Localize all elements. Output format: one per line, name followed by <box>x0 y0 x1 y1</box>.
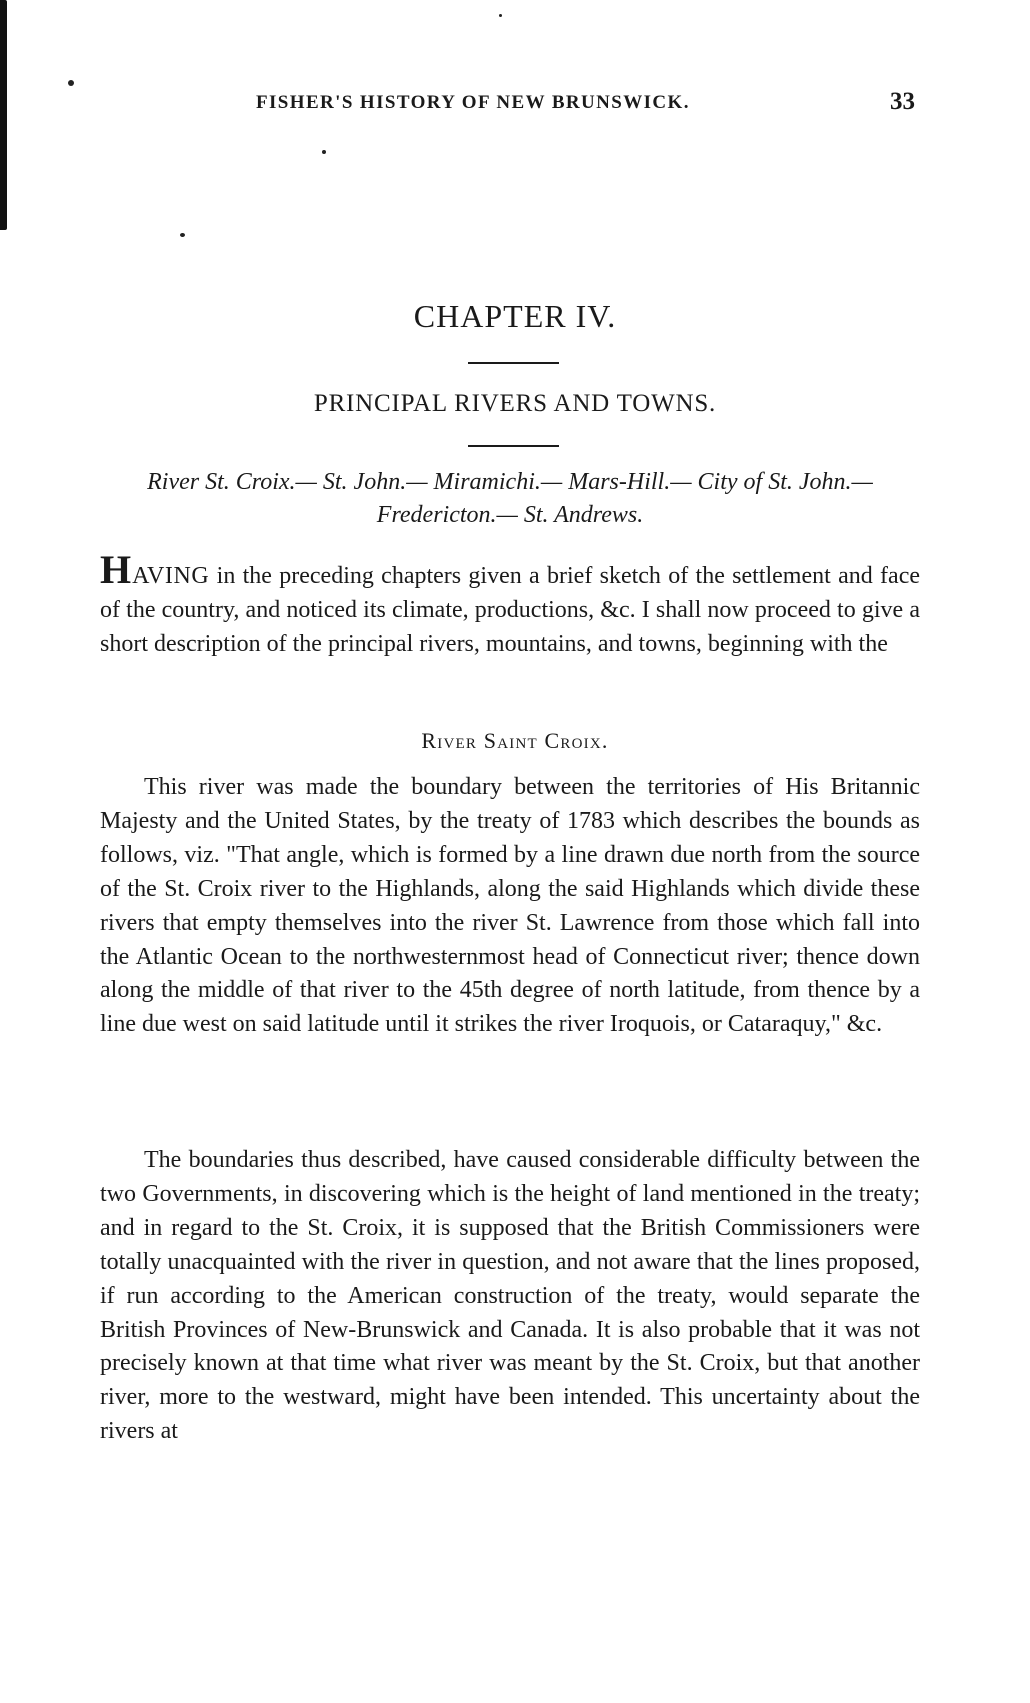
scan-speck <box>68 80 74 86</box>
running-title: FISHER'S HISTORY OF NEW BRUNSWICK. <box>256 92 690 113</box>
running-head <box>100 88 920 122</box>
drop-cap: H <box>100 547 132 592</box>
body-paragraph: This river was made the boundary between the territories of His Britannic Majesty and the United States, by the treaty of 1783 which describes the bounds as follows, viz. "That angle, which is formed by a line drawn due north from the source of the St. Croix river to the Highlands, along the said Highlands which divide these rivers that empty themselves into the river St. Lawrence from those which fall into the Atlantic Ocean to the northwesternmost head of Connecticut river; thence down along the middle of that river to the 45th degree of north latitude, from thence by a line due west on said latitude until it strikes the river Iroquois, or Cataraquy," &c. <box>100 774 920 1038</box>
title-rule <box>468 445 559 447</box>
body-paragraph: The boundaries thus described, have caused considerable difficulty between the two Governments, in discovering which is the height of land mentioned in the treaty; and in regard to the St. Croix, it is supposed that the British Commissioners were totally unacquainted with the river in question, and not aware that the lines proposed, if run according to the American construction of the treaty, would separate the British Provinces of New-Brunswick and Canada. It is also probable that it was not precisely known at that time what river was meant by the St. Croix, but that another river, more to the westward, might have been intended. This uncertainty about the rivers at <box>100 1147 920 1445</box>
title-rule <box>468 362 559 364</box>
chapter-summary: River St. Croix.— St. John.— Miramichi.— Mars-Hill.— City of St. John.— Fredericton.— St. Andrews. <box>147 469 873 528</box>
scan-speck <box>180 233 185 237</box>
chapter-number: CHAPTER IV. <box>413 298 617 334</box>
intro-text: in the preceding chapters given a brief sketch of the settlement and face of the country, and noticed its climate, productions, &c. I shall now proceed to give a short description of the principal rivers, mountains, and towns, beginning with the <box>100 563 920 657</box>
chapter-title: PRINCIPAL RIVERS AND TOWNS. <box>313 390 717 417</box>
intro-smallcaps: AVING <box>132 563 210 589</box>
page-number: 33 <box>890 88 915 115</box>
section-subhead: River Saint Croix. <box>421 728 609 753</box>
scan-speck <box>322 150 326 154</box>
intro-paragraph <box>100 547 920 662</box>
scan-edge-mark <box>0 0 7 230</box>
scan-speck <box>499 14 502 17</box>
